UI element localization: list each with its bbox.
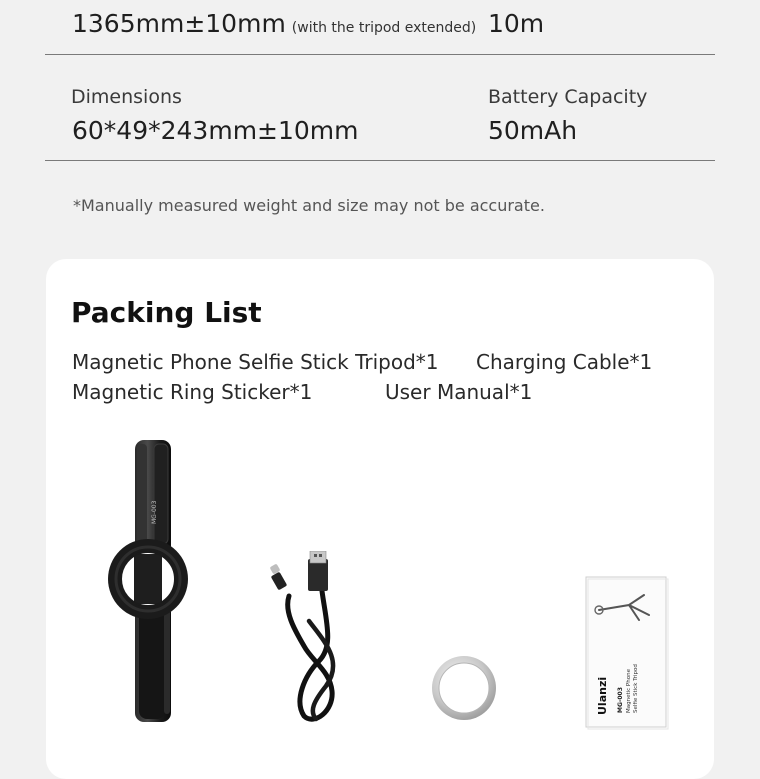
manual-model-label: MG-003 xyxy=(617,687,624,713)
usb-cable-image xyxy=(264,551,354,723)
divider xyxy=(45,54,715,55)
ring-sticker-image xyxy=(429,653,499,723)
dimensions-value: 60*49*243mm±10mm xyxy=(72,116,359,145)
packing-item: Magnetic Ring Sticker*1 xyxy=(72,380,313,404)
spec-length-number: 1365mm±10mm xyxy=(72,9,286,38)
manual-brand-label: Ulanzi xyxy=(596,676,609,715)
spec-range-value: 10m xyxy=(488,9,545,38)
divider xyxy=(45,160,715,161)
tripod-model-label: MG-003 xyxy=(151,500,158,524)
measurement-footnote: *Manually measured weight and size may not be accurate. xyxy=(73,196,545,215)
battery-label: Battery Capacity xyxy=(488,86,648,108)
packing-item: User Manual*1 xyxy=(385,380,533,404)
dimensions-label: Dimensions xyxy=(71,86,182,108)
selfie-stick-tripod-image xyxy=(106,434,216,729)
packing-item: Magnetic Phone Selfie Stick Tripod*1 xyxy=(72,350,439,374)
packing-list-card xyxy=(46,259,714,779)
manual-title-line2: Selfie Stick Tripod xyxy=(633,664,639,713)
spec-length-note: (with the tripod extended) xyxy=(291,20,477,36)
packing-item: Charging Cable*1 xyxy=(476,350,653,374)
spec-length-value xyxy=(72,9,476,38)
packing-list-title: Packing List xyxy=(71,296,262,329)
battery-value: 50mAh xyxy=(488,116,578,145)
user-manual-image xyxy=(584,575,670,731)
manual-title-line1: Magnetic Phone xyxy=(626,669,632,713)
